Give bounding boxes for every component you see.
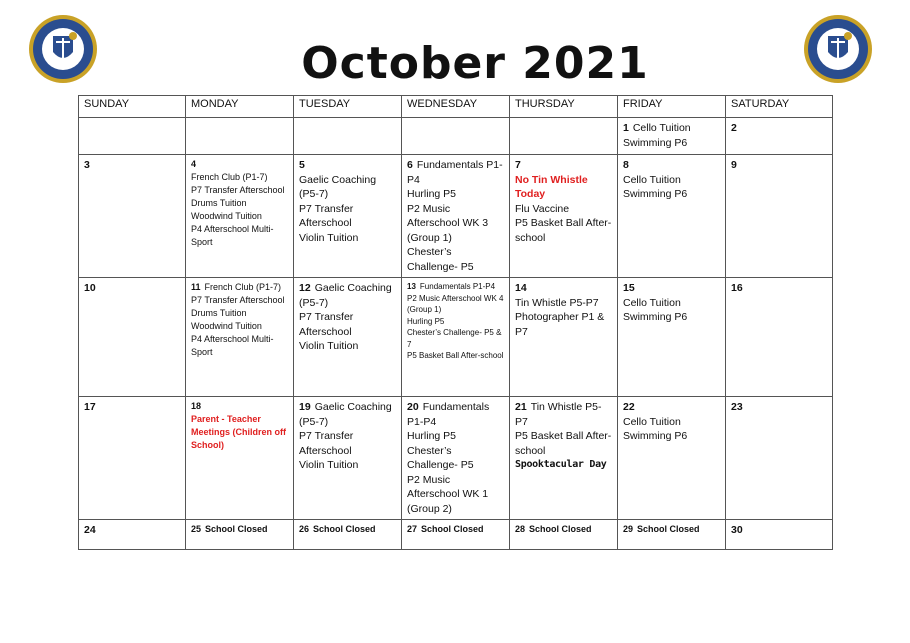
day-cell — [402, 397, 510, 520]
day-cell — [79, 118, 186, 155]
weekday-header: SATURDAY — [726, 96, 833, 118]
day-number: 3 — [84, 159, 90, 171]
event-text: Tin Whistle P5-P7 — [515, 296, 599, 309]
event-text: School Closed — [637, 524, 700, 534]
day-cell — [618, 520, 726, 550]
event-text: P2 Music Afterschool WK 1 (Group 2) — [407, 473, 489, 515]
event-text: Photographer P1 & P7 — [515, 311, 605, 338]
day-number: 4 — [191, 159, 197, 169]
day-number: 8 — [623, 159, 629, 171]
day-cell — [402, 155, 510, 278]
day-cell — [618, 278, 726, 397]
day-cell — [294, 520, 402, 550]
day-cell — [79, 155, 186, 278]
event-text: No Tin Whistle Today — [515, 173, 588, 200]
week-row — [79, 155, 833, 278]
weekday-header: WEDNESDAY — [402, 96, 510, 118]
event-text: Tin Whistle P5-P7 — [515, 401, 602, 428]
event-text: P7 Transfer Afterschool — [299, 311, 354, 338]
day-number: 24 — [84, 524, 96, 536]
week-row — [79, 397, 833, 520]
day-cell — [186, 118, 294, 155]
event-text: P5 Basket Ball After-school — [407, 351, 504, 360]
event-text: Hurling P5 — [407, 430, 457, 442]
week-row — [79, 278, 833, 397]
day-cell — [510, 278, 618, 397]
event-text: Cello Tuition — [623, 296, 681, 309]
event-text: Spooktacular Day — [515, 459, 607, 470]
day-number: 21 — [515, 401, 527, 413]
event-text: P4 Afterschool Multi-Sport — [191, 224, 274, 247]
weekday-header: FRIDAY — [618, 96, 726, 118]
day-cell — [294, 118, 402, 155]
event-text: School Closed — [313, 524, 376, 534]
day-number: 10 — [84, 282, 96, 294]
day-number: 23 — [731, 401, 743, 413]
day-cell — [726, 397, 833, 520]
event-text: Chester’s Challenge- P5 & 7 — [407, 328, 502, 349]
day-number: 28 — [515, 524, 526, 534]
event-text: P2 Music Afterschool WK 3 (Group 1) — [407, 202, 489, 244]
page-title: October 2021 — [301, 38, 649, 89]
calendar-table — [78, 95, 833, 550]
day-cell — [79, 397, 186, 520]
event-text: School Closed — [529, 524, 592, 534]
day-cell — [726, 155, 833, 278]
event-text: French Club (P1-7) — [204, 282, 282, 292]
event-text: Gaelic Coaching (P5-7) — [299, 401, 392, 428]
day-number: 26 — [299, 524, 310, 534]
day-number: 1 — [623, 122, 629, 134]
day-number: 19 — [299, 401, 311, 413]
event-text: P7 Transfer Afterschool — [299, 202, 354, 229]
event-text: Woodwind Tuition — [191, 211, 262, 221]
weekday-header: MONDAY — [186, 96, 294, 118]
event-text: Woodwind Tuition — [191, 321, 262, 331]
event-text: Flu Vaccine — [515, 202, 570, 215]
event-text: Fundamentals P1-P4 — [407, 401, 490, 428]
day-cell — [402, 118, 510, 155]
event-text: Swimming P6 — [623, 136, 688, 149]
day-number: 13 — [407, 282, 416, 291]
week-row — [79, 520, 833, 550]
day-cell — [294, 278, 402, 397]
day-number: 25 — [191, 524, 202, 534]
day-cell — [186, 397, 294, 520]
day-cell — [79, 278, 186, 397]
day-number: 7 — [515, 159, 521, 171]
day-cell — [294, 397, 402, 520]
event-text: Hurling P5 — [407, 316, 445, 326]
event-text: School Closed — [205, 524, 268, 534]
weekday-header: SUNDAY — [79, 96, 186, 118]
day-cell — [79, 520, 186, 550]
day-number: 2 — [731, 122, 737, 134]
event-text: Fundamentals P1-P4 — [419, 282, 496, 291]
event-text: Cello Tuition — [632, 122, 691, 134]
day-number: 17 — [84, 401, 96, 413]
event-text: Cello Tuition — [623, 173, 681, 186]
event-text: Swimming P6 — [623, 188, 688, 200]
day-number: 9 — [731, 159, 737, 171]
day-cell — [186, 278, 294, 397]
event-text: Drums Tuition — [191, 198, 247, 208]
day-number: 14 — [515, 282, 527, 294]
event-text: P5 Basket Ball After-school — [515, 430, 612, 457]
event-text: P7 Transfer Afterschool — [191, 295, 285, 305]
day-number: 16 — [731, 282, 743, 294]
event-text: Violin Tuition — [299, 340, 359, 352]
day-cell — [726, 118, 833, 155]
event-text: Chester’s Challenge- P5 — [407, 444, 474, 471]
day-cell — [726, 278, 833, 397]
day-number: 6 — [407, 159, 413, 171]
day-number: 5 — [299, 159, 305, 171]
day-number: 29 — [623, 524, 634, 534]
day-cell — [402, 278, 510, 397]
day-number: 15 — [623, 282, 635, 294]
day-cell — [618, 397, 726, 520]
event-text: Violin Tuition — [299, 459, 359, 471]
day-cell — [510, 155, 618, 278]
event-text: P4 Afterschool Multi-Sport — [191, 334, 274, 357]
day-cell — [510, 520, 618, 550]
day-cell — [186, 520, 294, 550]
event-text: Cello Tuition — [623, 415, 681, 428]
day-number: 27 — [407, 524, 418, 534]
event-text: P7 Transfer Afterschool — [299, 430, 354, 457]
day-cell — [618, 155, 726, 278]
day-cell — [726, 520, 833, 550]
event-text: Swimming P6 — [623, 430, 688, 442]
event-text: School Closed — [421, 524, 484, 534]
event-text: French Club (P1-7) — [191, 172, 268, 182]
day-cell — [510, 118, 618, 155]
day-number: 20 — [407, 401, 419, 413]
event-text: Gaelic Coaching (P5-7) — [299, 173, 377, 200]
event-text: Violin Tuition — [299, 231, 359, 244]
day-number: 11 — [191, 282, 201, 292]
event-text: Hurling P5 — [407, 188, 457, 200]
event-text: Chester’s Challenge- P5 — [407, 246, 474, 273]
event-text: P5 Basket Ball After-school — [515, 217, 612, 244]
weekday-header-row — [79, 96, 833, 118]
event-text: Gaelic Coaching (P5-7) — [299, 282, 392, 309]
event-text: Parent - Teacher Meetings (Children off School) — [191, 414, 286, 450]
weekday-header: THURSDAY — [510, 96, 618, 118]
day-cell — [186, 155, 294, 278]
weekday-header: TUESDAY — [294, 96, 402, 118]
day-number: 18 — [191, 401, 202, 411]
day-cell — [402, 520, 510, 550]
event-text: Swimming P6 — [623, 311, 688, 323]
event-text: Fundamentals P1-P4 — [407, 159, 503, 186]
event-text: Drums Tuition — [191, 308, 247, 318]
day-cell — [294, 155, 402, 278]
day-cell — [510, 397, 618, 520]
day-number: 30 — [731, 524, 743, 536]
day-number: 12 — [299, 282, 311, 294]
event-text: P7 Transfer Afterschool — [191, 185, 285, 195]
event-text: P2 Music Afterschool WK 4 (Group 1) — [407, 293, 504, 314]
day-number: 22 — [623, 401, 635, 413]
day-cell — [618, 118, 726, 155]
week-row — [79, 118, 833, 155]
